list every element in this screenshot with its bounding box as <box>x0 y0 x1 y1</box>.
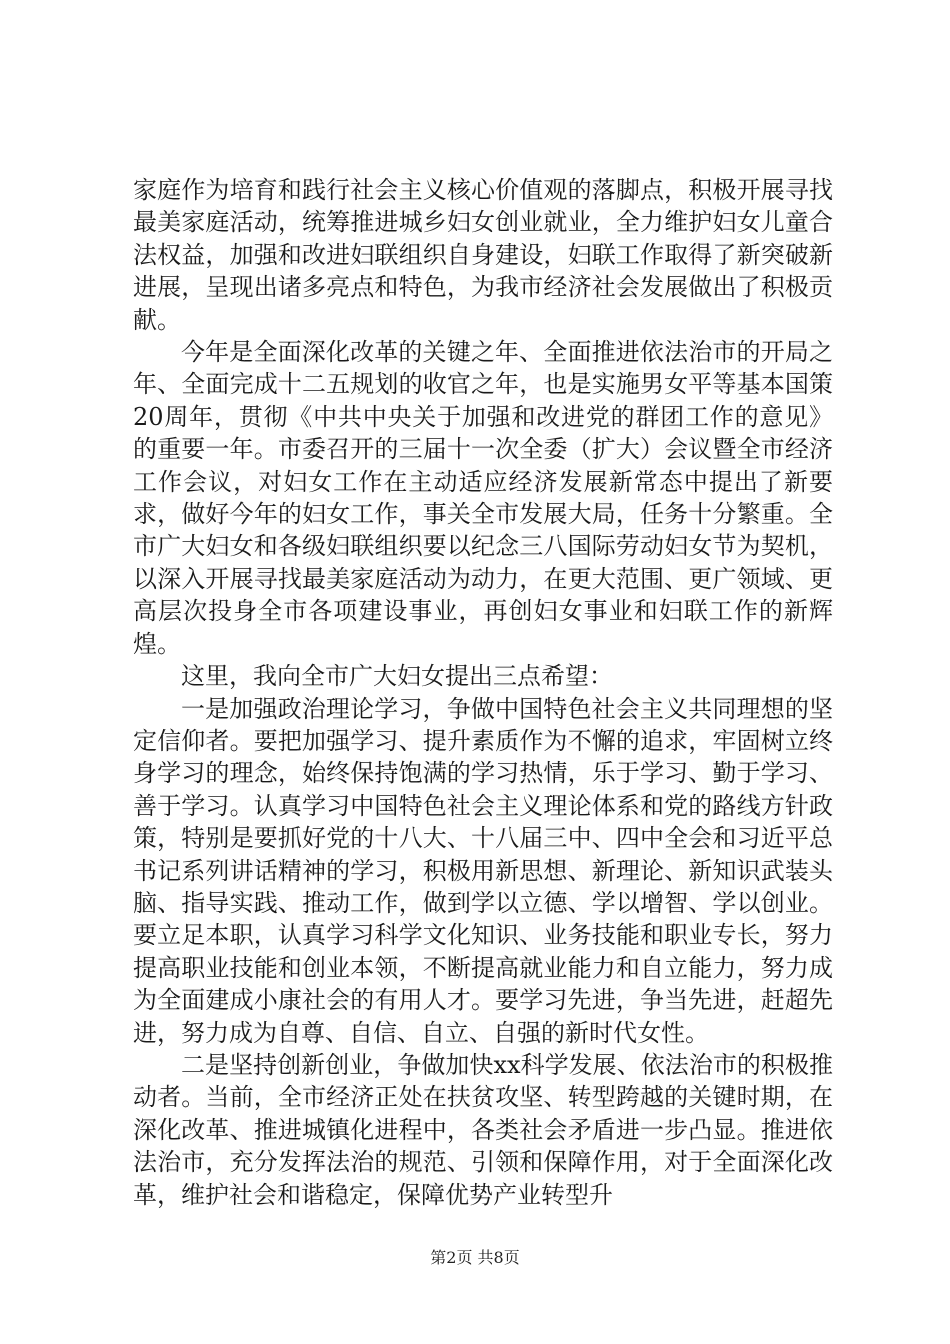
paragraph-2: 今年是全面深化改革的关键之年、全面推进依法治市的开局之年、全面完成十二五规划的收官之年，也是实施男女平等基本国策20周年，贯彻《中共中央关于加强和改进党的群团工作的意见》的重要一年。市委召开的三届十一次全委（扩大）会议暨全市经济工作会议，对妇女工作在主动适应经济发展新常态中提出了新要求，做好今年的妇女工作，事关全市发展大局，任务十分繁重。全市广大妇女和各级妇联组织要以纪念三八国际劳动妇女节为契机，以深入开展寻找最美家庭活动为动力，在更大范围、更广领域、更高层次投身全市各项建设事业，再创妇女事业和妇联工作的新辉煌。 <box>133 338 833 658</box>
page-number-label: 第2页 共8页 <box>430 1248 520 1267</box>
paragraph-1: 家庭作为培育和践行社会主义核心价值观的落脚点，积极开展寻找最美家庭活动，统筹推进城乡妇女创业就业，全力维护妇女儿童合法权益，加强和改进妇联组织自身建设，妇联工作取得了新突破新进展，呈现出诸多亮点和特色，为我市经济社会发展做出了积极贡献。 <box>133 176 833 334</box>
paragraph-4: 一是加强政治理论学习，争做中国特色社会主义共同理想的坚定信仰者。要把加强学习、提升素质作为不懈的追求，牢固树立终身学习的理念，始终保持饱满的学习热情，乐于学习、勤于学习、善于学习。认真学习中国特色社会主义理论体系和党的路线方针政策，特别是要抓好党的十八大、十八届三中、四中全会和习近平总书记系列讲话精神的学习，积极用新思想、新理论、新知识武装头脑、指导实践、推动工作，做到学以立德、学以增智、学以创业。要立足本职，认真学习科学文化知识、业务技能和职业专长，努力提高职业技能和创业本领，不断提高就业能力和自立能力，努力成为全面建成小康社会的有用人才。要学习先进，争当先进，赶超先进，努力成为自尊、自信、自立、自强的新时代女性。 <box>133 694 833 1047</box>
paragraph-5: 二是坚持创新创业，争做加快xx科学发展、依法治市的积极推动者。当前，全市经济正处在扶贫攻坚、转型跨越的关键时期，在深化改革、推进城镇化进程中，各类社会矛盾进一步凸显。推进依法治市，充分发挥法治的规范、引领和保障作用，对于全面深化改革，维护社会和谐稳定，保障优势产业转型升 <box>133 1050 833 1209</box>
document-body <box>133 174 833 1211</box>
paragraph-3: 这里，我向全市广大妇女提出三点希望： <box>181 662 613 691</box>
page-footer <box>0 1245 950 1268</box>
